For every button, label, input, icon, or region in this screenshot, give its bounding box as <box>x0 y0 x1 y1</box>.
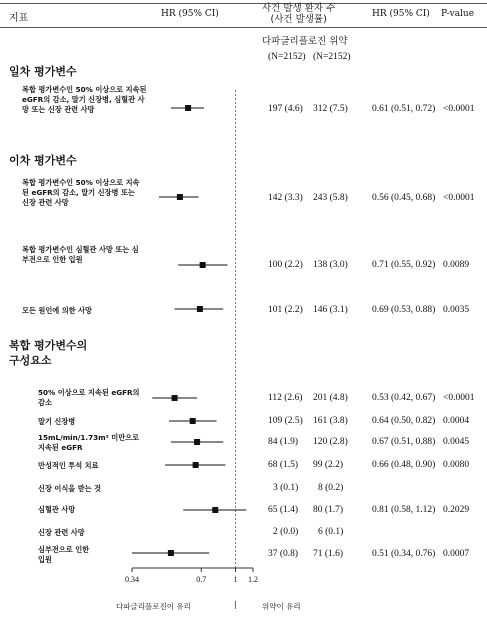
hr-value: 0.71 (0.55, 0.92) <box>372 260 436 270</box>
row-label: 복합 평가변수인 50% 이상으로 지속된 eGFR의 감소, 말기 신장병 또는 신장 관련 사망 <box>22 178 140 207</box>
p-value: <0.0001 <box>443 193 475 203</box>
placebo-events: 71 (1.6) <box>313 549 344 559</box>
n-placebo: (N=2152) <box>313 52 351 62</box>
dapa-events: 65 (1.4) <box>268 505 299 515</box>
placebo-events: 120 (2.8) <box>313 437 348 447</box>
x-tick-label: 1 <box>233 575 238 584</box>
row-label: 50% 이상으로 지속된 eGFR의 감소 <box>38 388 140 407</box>
hr-point <box>193 462 199 468</box>
p-value: <0.0001 <box>443 393 475 403</box>
p-value: 0.0045 <box>443 437 470 447</box>
hr-value: 0.56 (0.45, 0.68) <box>372 193 436 203</box>
arms-title: 다파글리플로진 위약 <box>262 36 348 47</box>
section-primary: 일차 평가변수 <box>9 65 77 78</box>
row-label: 심부전으로 인한 입원 <box>38 545 90 564</box>
p-value: 0.0035 <box>443 305 470 315</box>
section-secondary: 이차 평가변수 <box>9 154 77 167</box>
placebo-events: 243 (5.8) <box>313 193 348 203</box>
dapa-events: 112 (2.6) <box>268 393 303 403</box>
header-events-line1: 사건 발생 환자 수 <box>262 3 336 14</box>
p-value: 0.0080 <box>443 460 470 470</box>
row-label: 신장 이식을 받는 것 <box>38 484 102 493</box>
hr-value: 0.81 (0.58, 1.12) <box>372 505 436 515</box>
placebo-events: 8 (0.2) <box>318 483 344 493</box>
row-label: 복합 평가변수인 50% 이상으로 지속된 eGFR의 감소, 말기 신장병, 심혈관 사망 또는 신장 관련 사망 <box>22 85 147 114</box>
header-p: P-value <box>441 9 475 19</box>
placebo-events: 201 (4.8) <box>313 393 348 403</box>
hr-value: 0.61 (0.51, 0.72) <box>372 104 436 114</box>
dapa-events: 84 (1.9) <box>268 437 299 447</box>
hr-point <box>185 105 191 111</box>
x-tick-label: 0.7 <box>196 575 207 584</box>
hr-value: 0.51 (0.34, 0.76) <box>372 549 436 559</box>
row-label: 신장 관련 사망 <box>38 528 85 537</box>
hr-value: 0.69 (0.53, 0.88) <box>372 305 436 315</box>
dapa-events: 101 (2.2) <box>268 305 303 315</box>
hr-point <box>172 395 178 401</box>
dapa-events: 197 (4.6) <box>268 104 303 114</box>
placebo-events: 6 (0.1) <box>318 527 344 537</box>
dapa-events: 3 (0.1) <box>273 483 299 493</box>
row-label: 모든 원인에 의한 사망 <box>22 306 92 315</box>
row-label: 심혈관 사망 <box>38 505 76 514</box>
placebo-events: 138 (3.0) <box>313 260 348 270</box>
hr-value: 0.66 (0.48, 0.90) <box>372 460 436 470</box>
hr-point <box>168 550 174 556</box>
row-label: 15mL/min/1.73m² 미만으로 지속된 eGFR <box>38 433 140 452</box>
row-label: 만성적인 투석 치료 <box>38 461 99 470</box>
dapa-events: 100 (2.2) <box>268 260 303 270</box>
hr-point <box>177 194 183 200</box>
favors-dapa: 다파글리플로진이 유리 <box>116 602 191 611</box>
x-tick-label: 1.2 <box>248 575 258 584</box>
hr-point <box>190 418 196 424</box>
dapa-events: 142 (3.3) <box>268 193 303 203</box>
favors-placebo: 위약이 유리 <box>262 602 301 611</box>
hr-point <box>194 439 200 445</box>
header-hr-plot: HR (95% CI) <box>161 9 219 19</box>
x-tick-label: 0.34 <box>125 575 139 584</box>
p-value: 0.2029 <box>443 505 470 515</box>
dapa-events: 2 (0.0) <box>273 527 299 537</box>
header-label-col: 지표 <box>9 13 29 24</box>
hr-value: 0.64 (0.50, 0.82) <box>372 416 436 426</box>
dapa-events: 68 (1.5) <box>268 460 299 470</box>
header-hr: HR (95% CI) <box>372 9 430 19</box>
hr-point <box>197 306 203 312</box>
dapa-events: 37 (0.8) <box>268 549 299 559</box>
p-value: <0.0001 <box>443 104 475 114</box>
hr-value: 0.67 (0.51, 0.88) <box>372 437 436 447</box>
section-components-line2: 구성요소 <box>9 354 52 367</box>
placebo-events: 161 (3.8) <box>313 416 348 426</box>
placebo-events: 312 (7.5) <box>313 104 348 114</box>
dapa-events: 109 (2.5) <box>268 416 303 426</box>
placebo-events: 80 (1.7) <box>313 505 344 515</box>
placebo-events: 99 (2.2) <box>313 460 344 470</box>
row-label: 말기 신장병 <box>38 417 76 426</box>
p-value: 0.0007 <box>443 549 470 559</box>
p-value: 0.0089 <box>443 260 470 270</box>
hr-value: 0.53 (0.42, 0.67) <box>372 393 436 403</box>
hr-point <box>200 262 206 268</box>
row-label: 복합 평가변수인 심혈관 사망 또는 심부전으로 인한 입원 <box>22 245 139 264</box>
favors-divider: | <box>234 600 237 609</box>
section-components-line1: 복합 평가변수의 <box>9 339 88 352</box>
hr-point <box>212 507 218 513</box>
p-value: 0.0004 <box>443 416 470 426</box>
n-dapa: (N=2152) <box>268 52 306 62</box>
placebo-events: 146 (3.1) <box>313 305 348 315</box>
header-events-line2: (사건 발생률) <box>270 14 327 25</box>
